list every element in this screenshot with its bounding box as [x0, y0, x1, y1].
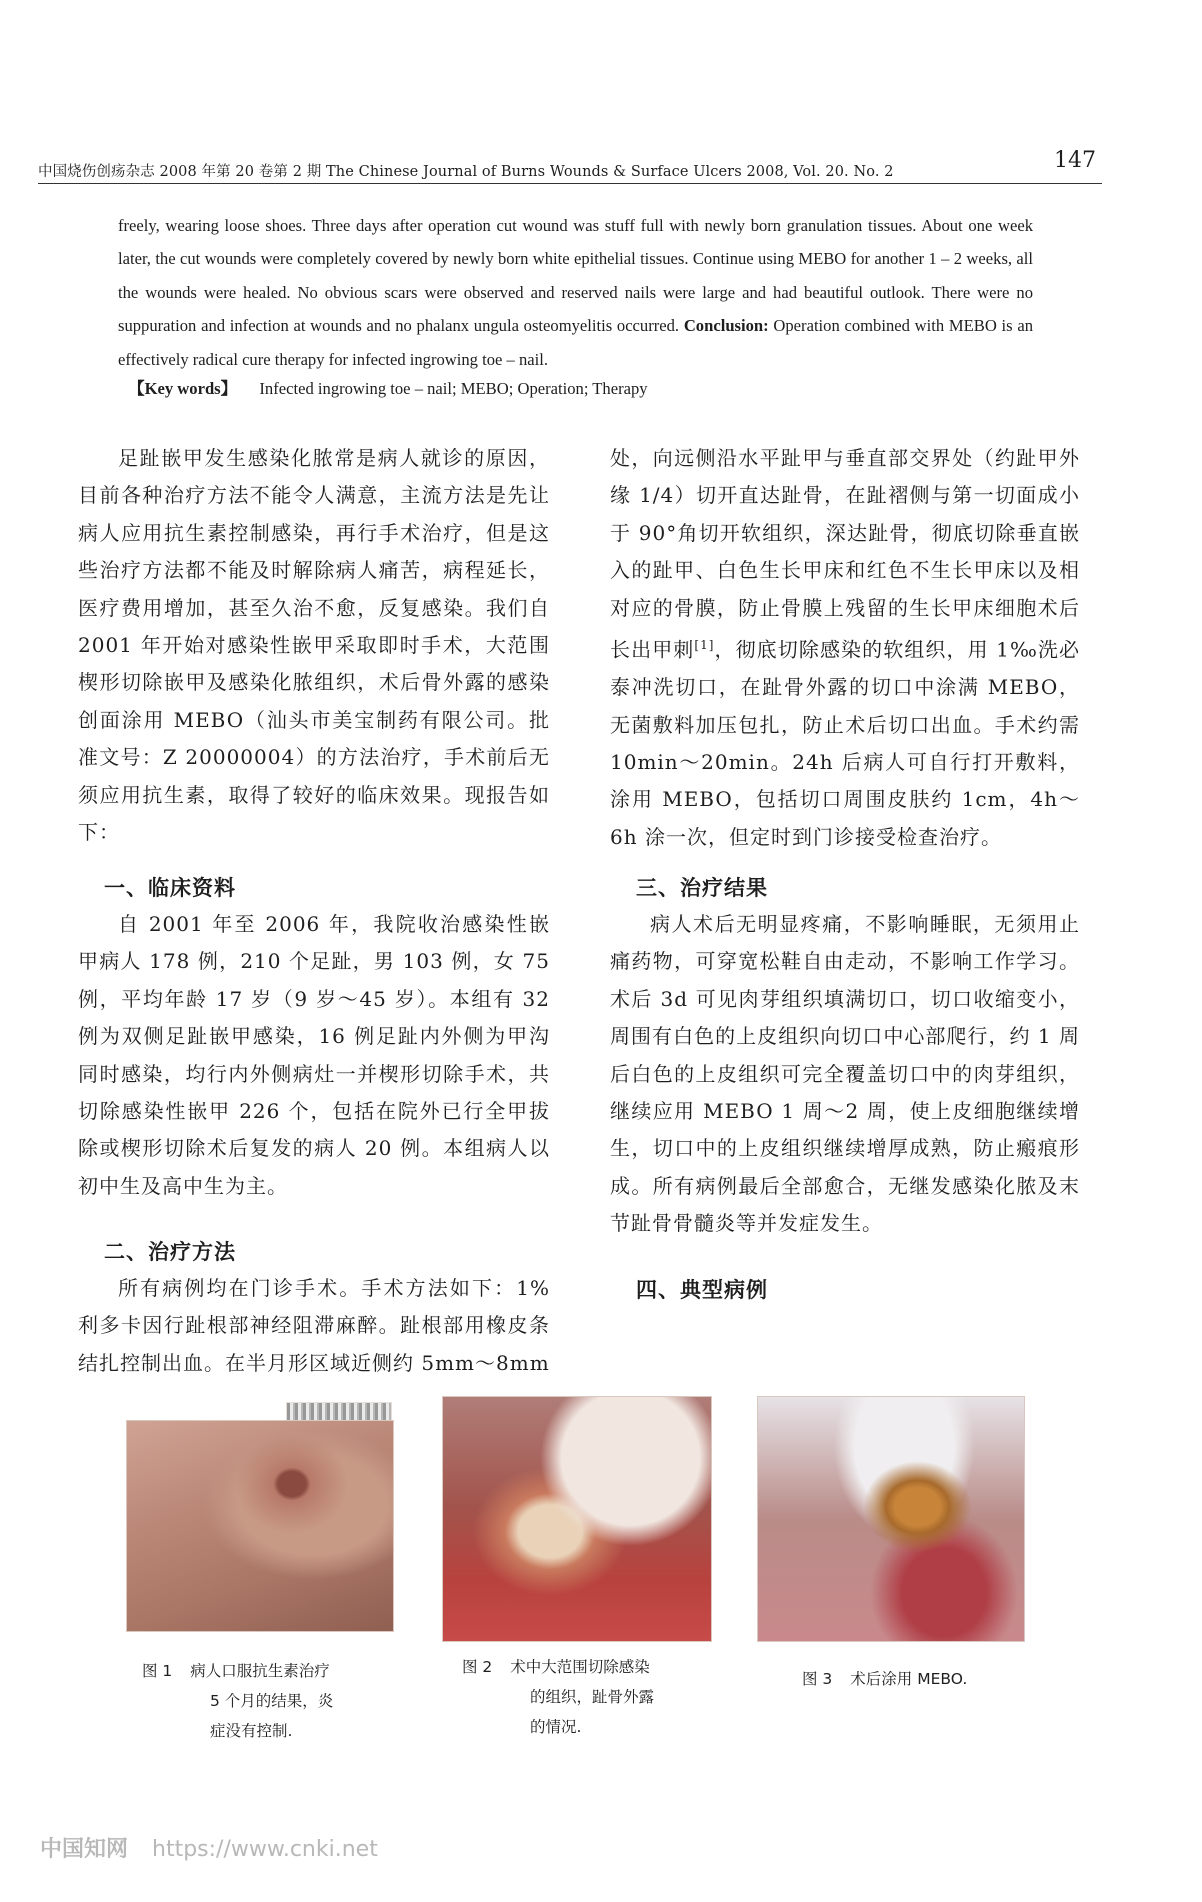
- section-heading-results: 三、治疗结果: [636, 876, 768, 900]
- figure-3-photo: [757, 1396, 1025, 1642]
- abstract-text: freely, wearing loose shoes. Three days after operation cut wound was stuff full with newly born granulation tissues. About one week later, the cut wounds were completely covered by newly born white epithelial tissues. Continue using MEBO for another 1 – 2 weeks, all the wounds were healed. No obvious scars were observed and reserved nails were large and had beautiful outlook. There were no suppuration and infection at wounds and no phalanx ungula osteomyelitis occurred.: [118, 216, 1033, 336]
- section-heading-typical-cases: 四、典型病例: [636, 1278, 768, 1302]
- figure-3-label: 图 3: [802, 1670, 833, 1688]
- keywords-text: Infected ingrowing toe – nail; MEBO; Operation; Therapy: [259, 379, 648, 398]
- page-number: 147: [1054, 148, 1096, 173]
- running-head: [38, 148, 1102, 184]
- clinical-data-paragraph: [78, 906, 550, 1205]
- figure-1-caption: [142, 1656, 333, 1746]
- conclusion-text: Operation combined with MEBO is an effectively radical cure therapy for infected ingrowing toe – nail.: [118, 316, 1033, 369]
- figure-3-caption-line: 术后涂用 MEBO.: [850, 1670, 968, 1688]
- keywords-label: 【Key words】: [128, 379, 238, 398]
- figure-1-photo: [126, 1420, 394, 1632]
- cnki-watermark: [40, 1832, 378, 1863]
- keywords: [128, 375, 648, 399]
- citation-ref: [1]: [694, 638, 715, 653]
- figure-2-label: 图 2: [462, 1658, 493, 1676]
- section-heading-clinical-data: 一、临床资料: [104, 876, 236, 900]
- watermark-brand: 中国知网: [40, 1837, 129, 1862]
- treatment-method-text: 所有病例均在门诊手术。手术方法如下：1% 利多卡因行趾根部神经阻滞麻醉。趾根部用橡皮条结扎控制出血。在半月形区域近侧约 5mm～8mm: [78, 1276, 550, 1375]
- journal-citation: 中国烧伤创疡杂志 2008 年第 20 卷第 2 期 The Chinese Journal of Burns Wounds & Surface Ulcers 2008, Vol. 20. No. 2: [38, 164, 894, 180]
- figure-1-label: 图 1: [142, 1662, 173, 1680]
- figure-1-caption-line: 病人口服抗生素治疗: [190, 1662, 330, 1680]
- watermark-url[interactable]: https://www.cnki.net: [152, 1837, 378, 1862]
- figure-2-caption-line: 的情况.: [530, 1718, 582, 1736]
- figure-1-caption-line: 5 个月的结果，炎: [210, 1692, 334, 1710]
- clinical-data-text: 自 2001 年至 2006 年，我院收治感染性嵌甲病人 178 例，210 个足趾，男 103 例，女 75 例，平均年龄 17 岁（9 岁～45 岁）。本组有 32 例为双侧足趾嵌甲感染，16 例足趾内外侧为甲沟同时感染，均行内外侧病灶一并楔形切除手术，共切除感染性嵌甲 226 个，包括在院外已行全甲拔除或楔形切除术后复发的病人 20 例。本组病人以初中生及高中生为主。: [78, 912, 550, 1198]
- results-text: 病人术后无明显疼痛，不影响睡眠，无须用止痛药物，可穿宽松鞋自由走动，不影响工作学习。术后 3d 可见肉芽组织填满切口，切口收缩变小，周围有白色的上皮组织向切口中心部爬行，约 1 周后白色的上皮组织可完全覆盖切口中的肉芽组织，继续应用 MEBO 1 周～2 周，使上皮细胞继续增生，切口中的上皮组织继续增厚成熟，防止瘢痕形成。所有病例最后全部愈合，无继发感染化脓及末节趾骨骨髓炎等并发症发生。: [610, 912, 1080, 1236]
- figure-1-caption-line: 症没有控制.: [210, 1722, 293, 1740]
- intro-paragraph: [78, 440, 550, 851]
- treatment-method-paragraph: [78, 1270, 550, 1382]
- figure-2-photo: [442, 1396, 712, 1642]
- figure-2-caption: [462, 1652, 654, 1742]
- header-rule: [38, 183, 1102, 184]
- conclusion-label: Conclusion: [683, 316, 764, 336]
- intro-text: 足趾嵌甲发生感染化脓常是病人就诊的原因，目前各种治疗方法不能令人满意，主流方法是先让病人应用抗生素控制感染，再行手术治疗，但是这些治疗方法都不能及时解除病人痛苦，病程延长，医疗费用增加，甚至久治不愈，反复感染。我们自 2001 年开始对感染性嵌甲采取即时手术，大范围楔形切除嵌甲及感染化脓组织，术后骨外露的感染创面涂用 MEBO（汕头市美宝制药有限公司。批准文号：Z 20000004）的方法治疗，手术前后无须应用抗生素，取得了较好的临床效果。现报告如下：: [78, 446, 550, 845]
- figure-2-caption-line: 术中大范围切除感染: [510, 1658, 650, 1676]
- section-heading-treatment-method: 二、治疗方法: [104, 1240, 236, 1264]
- method-continued-text: 处，向远侧沿水平趾甲与垂直部交界处（约趾甲外缘 1/4）切开直达趾骨，在趾褶侧与第一切面成小于 90°角切开软组织，深达趾骨，彻底切除垂直嵌入的趾甲、白色生长甲床和红色不生长甲床以及相对应的骨膜，防止骨膜上残留的生长甲床细胞术后长出甲刺[1]，彻底切除感染的软组织，用 1‰洗必泰冲洗切口，在趾骨外露的切口中涂满 MEBO，无菌敷料加压包扎，防止术后切口出血。手术约需 10min～20min。24h 后病人可自行打开敷料，涂用 MEBO，包括切口周围皮肤约 1cm，4h～6h 涂一次，但定时到门诊接受检查治疗。: [610, 446, 1081, 849]
- figure-2-caption-line: 的组织，趾骨外露: [530, 1688, 655, 1706]
- method-continued-paragraph: [610, 440, 1080, 856]
- english-abstract: freely, wearing loose shoes. Three days after operation cut wound was stuff full with newly born granulation tissues. About one week later, the cut wounds were completely covered by newly born white epithelial tissues. Continue using MEBO for another 1 – 2 weeks, all the wounds were healed. No obvious scars were observed and reserved nails were large and had beautiful outlook. There were no suppuration and infection at wounds and no phalanx ungula osteomyelitis occurred. Conclusion: Operation combined with MEBO is an effectively radical cure therapy for infected ingrowing toe – nail.: [118, 216, 1033, 369]
- results-paragraph: [610, 906, 1080, 1243]
- figure-3-caption: [802, 1664, 967, 1694]
